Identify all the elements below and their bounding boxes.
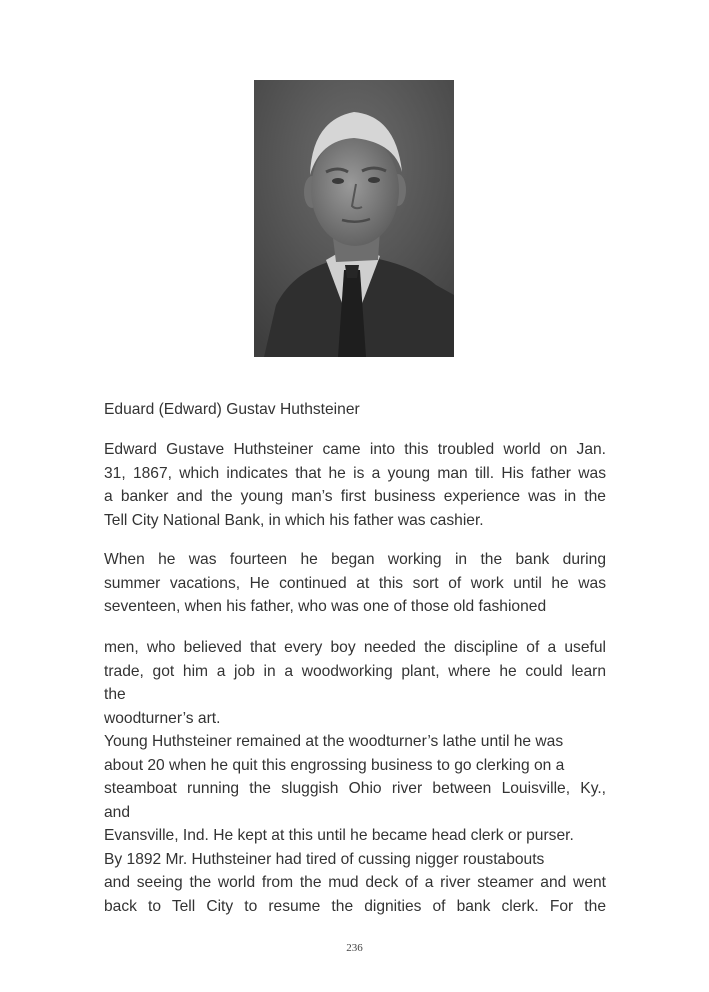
text-line: and	[104, 803, 131, 821]
text-line: a banker and the young man’s first business experience was in the	[104, 488, 606, 505]
text-line: summer vacations, He continued at this sort of work until he was	[104, 574, 606, 592]
paragraph-early-work	[104, 548, 606, 619]
text-line: the	[104, 686, 126, 703]
page-number: 236	[346, 942, 363, 954]
text-line: Young Huthsteiner remained at the woodturner’s lathe until he was	[104, 733, 564, 750]
text-line: steamboat running the sluggish Ohio river between Louisville, Ky.,	[104, 780, 606, 797]
text-line: Edward Gustave Huthsteiner came into this troubled world on Jan.	[104, 441, 606, 458]
text-line: about 20 when he quit this engrossing business to go clerking on a	[104, 756, 565, 774]
text-line: When he was fourteen he began working in the bank during	[104, 551, 606, 568]
portrait-image	[254, 80, 454, 357]
paragraph-birth-and-bank	[104, 438, 606, 532]
text-line: woodturner’s art.	[104, 709, 221, 727]
text-line: back to Tell City to resume the dignities of bank clerk. For the	[104, 897, 606, 915]
text-line: and seeing the world from the mud deck of a river steamer and went	[104, 874, 606, 891]
text-line: trade, got him a job in a woodworking plant, where he could learn	[104, 662, 606, 680]
text-line: Evansville, Ind. He kept at this until he became head clerk or purser.	[104, 827, 574, 844]
text-line: By 1892 Mr. Huthsteiner had tired of cussing nigger roustabouts	[104, 850, 545, 868]
paragraph-career	[104, 636, 606, 918]
photo-caption: Eduard (Edward) Gustav Huthsteiner	[104, 401, 360, 418]
portrait-photo	[254, 80, 454, 357]
text-line: 31, 1867, which indicates that he is a young man till. His father was	[104, 464, 606, 482]
text-line: seventeen, when his father, who was one of those old fashioned	[104, 598, 547, 615]
text-line: men, who believed that every boy needed the discipline of a useful	[104, 639, 606, 656]
text-line: Tell City National Bank, in which his father was cashier.	[104, 511, 484, 529]
